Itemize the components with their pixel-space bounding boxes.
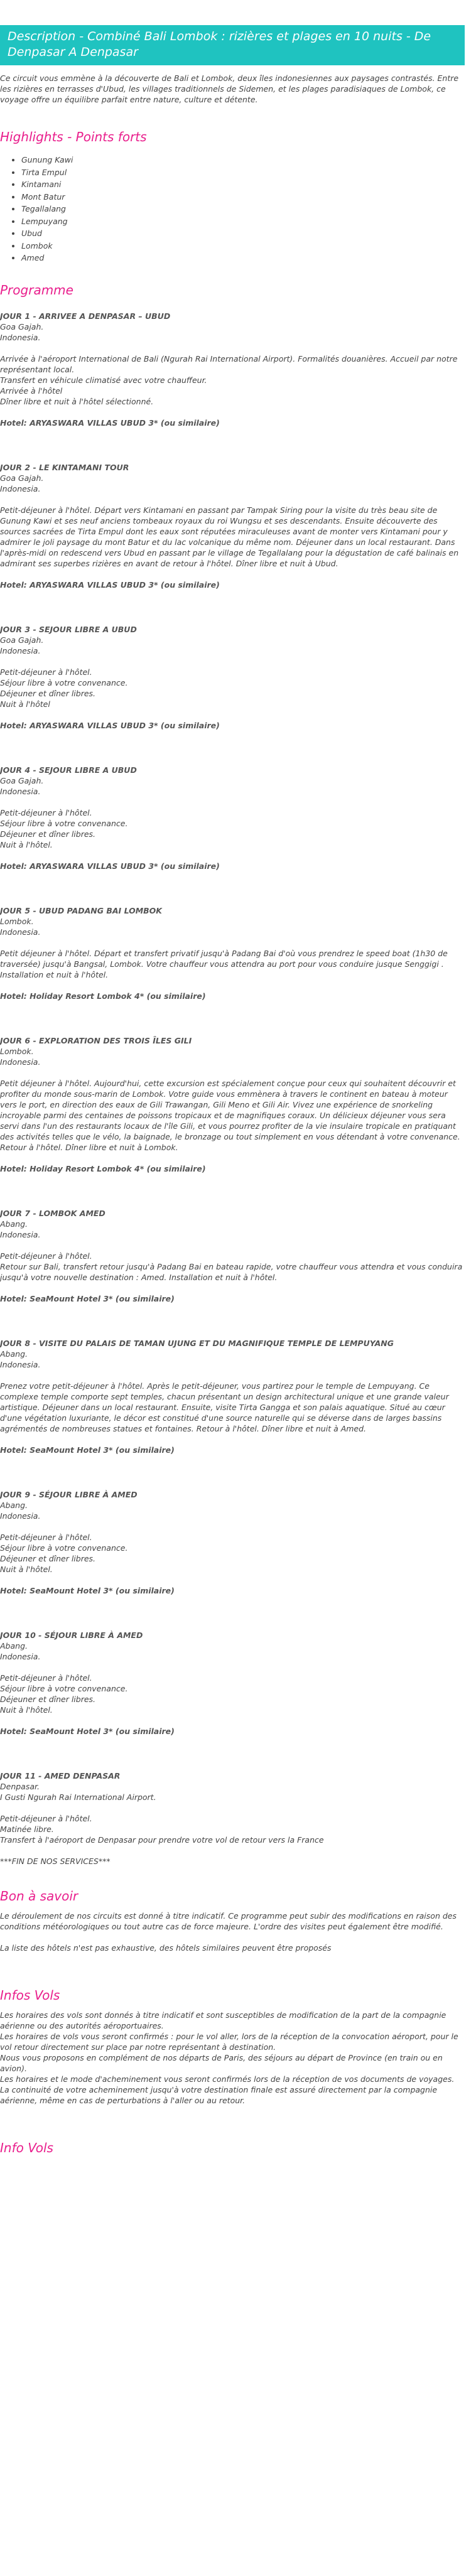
highlight-item: • Amed [21, 252, 465, 264]
day-description-line: Nuit à l'hôtel. [0, 1705, 53, 1715]
day-description [0, 948, 465, 980]
day-location: Indonesia. [0, 332, 41, 342]
day-description-line: Nuit à l'hôtel. [0, 839, 53, 849]
programme-day [0, 1035, 465, 1174]
day-location: Indonesia. [0, 645, 41, 655]
info-vols-heading: Info Vols [0, 2140, 53, 2155]
infos-vols-text [0, 2010, 465, 2106]
highlight-item: • Lombok [21, 240, 465, 252]
programme-day [0, 624, 465, 731]
day-location: Goa Gajah. [0, 635, 44, 645]
highlight-item: • Gunung Kawi [21, 154, 465, 166]
highlight-item: • Kintamani [21, 178, 465, 191]
day-description [0, 807, 465, 850]
programme-day [0, 311, 465, 428]
day-location: Goa Gajah. [0, 473, 44, 483]
programme-day [0, 1630, 465, 1737]
day-description-line: Séjour libre à votre convenance. [0, 818, 128, 828]
infos-vols-heading: Infos Vols [0, 1987, 60, 2003]
programme-day [0, 1489, 465, 1596]
day-location: Indonesia. [0, 1359, 41, 1369]
day-description-line: Déjeuner et dîner libres. [0, 688, 96, 698]
infos-vols-line: Les horaires et le mode d'acheminement vous seront confirmés lors de la réception de vos documents de voyages. [0, 2074, 455, 2084]
programme-day [0, 1338, 465, 1455]
day-title: JOUR 11 - AMED DENPASAR [0, 1770, 121, 1781]
day-hotel: Hotel: Holiday Resort Lombok 4* (ou similaire) [0, 991, 206, 1001]
day-location: Denpasar. [0, 1781, 40, 1791]
day-location: Abang. [0, 1641, 28, 1651]
day-description-line: Transfert en véhicule climatisé avec votre chauffeur. [0, 375, 207, 385]
day-title: JOUR 9 - SÉJOUR LIBRE À AMED [0, 1489, 138, 1499]
day-description [0, 1381, 465, 1434]
day-description-line: Petit-déjeuner à l'hôtel. [0, 1813, 92, 1823]
highlights-list [0, 154, 465, 264]
day-description-line: Petit déjeuner à l'hôtel. Aujourd'hui, cette excursion est spécialement conçue pour ceux qui souhaitent découvrir et profiter du monde sous-marin de Lombok. Votre guide vous emmènera à travers le continent en bateau à moteur vers le port, en direction des eaux de Gili Trawangan, Gili Meno et Gili Air. Vivez une expérience de snorkeling incroyable parmi des centaines de poissons tropicaux et de magnifiques coraux. Un délicieux déjeuner vous sera servi dans l'un des restaurants locaux de l'île Gili, et vous pourrez profiter de la vie insulaire tropicale en pratiquant des activités telles que le vélo, la baignade, le bronzage ou tout simplement en vous détendant à votre convenance. Retour à l'hôtel. Dîner libre et nuit à Lombok. [0, 1078, 460, 1152]
programme-day [0, 905, 465, 1001]
day-description-line: Petit-déjeuner à l'hôtel. [0, 667, 92, 677]
day-hotel: Hotel: SeaMount Hotel 3* (ou similaire) [0, 1293, 175, 1303]
day-title: JOUR 6 - EXPLORATION DES TROIS ÎLES GILI [0, 1035, 192, 1045]
programme-days [0, 311, 465, 1845]
day-description-line: Petit déjeuner à l'hôtel. Départ et transfert privatif jusqu'à Padang Bai d'où vous prendrez le speed boat (1h30 de traversée) jusqu'à Bangsal, Lombok. Votre chauffeur vous attendra au port pour vous conduire jusque Senggigi . Installation et nuit à l'hôtel. [0, 948, 448, 979]
infos-vols-line: Les horaires de vols vous seront confirmés : pour le vol aller, lors de la réception de la convocation aéroport, pour le vol retour directement sur place par notre représentant à destination. [0, 2031, 458, 2052]
day-hotel: Hotel: ARYASWARA VILLAS UBUD 3* (ou similaire) [0, 861, 220, 871]
day-description-line: Déjeuner et dîner libres. [0, 829, 96, 839]
day-description [0, 1078, 465, 1153]
day-title: JOUR 3 - SEJOUR LIBRE A UBUD [0, 624, 137, 634]
day-description [0, 505, 465, 569]
day-description-line: Arrivée à l'hôtel [0, 385, 63, 396]
highlight-item: • Ubud [21, 227, 465, 240]
highlights-heading: Highlights - Points forts [0, 129, 147, 144]
highlight-item: • Tegallalang [21, 203, 465, 215]
bon-a-savoir-heading: Bon à savoir [0, 1888, 78, 1904]
day-description-line: Transfert à l'aéroport de Denpasar pour prendre votre vol de retour vers la France [0, 1835, 324, 1845]
day-title: JOUR 5 - UBUD PADANG BAI LOMBOK [0, 905, 162, 915]
day-description [0, 667, 465, 709]
day-description [0, 1532, 465, 1575]
end-of-services: ***FIN DE NOS SERVICES*** [0, 1856, 111, 1866]
day-location: Abang. [0, 1219, 28, 1229]
day-description [0, 1813, 465, 1845]
day-description [0, 1251, 465, 1283]
day-hotel: Hotel: ARYASWARA VILLAS UBUD 3* (ou similaire) [0, 418, 220, 428]
infos-vols-line: La continuité de votre acheminement jusqu'à votre destination finale est assuré directement par la compagnie aérienne, même en cas de perturbations à l'aller ou au retour. [0, 2084, 438, 2105]
day-description-line: Déjeuner et dîner libres. [0, 1694, 96, 1704]
programme-day [0, 765, 465, 871]
day-location: Abang. [0, 1500, 28, 1510]
infos-vols-line: Les horaires des vols sont donnés à titre indicatif et sont susceptibles de modification de la part de la compagnie aérienne ou des autorités aéroportuaires. [0, 2010, 446, 2030]
day-description [0, 1673, 465, 1715]
day-location: Indonesia. [0, 1057, 41, 1067]
day-description-line: Séjour libre à votre convenance. [0, 1683, 128, 1693]
day-description-line: Petit-déjeuner à l'hôtel. [0, 1532, 92, 1542]
day-description-line: Séjour libre à votre convenance. [0, 1543, 128, 1553]
day-description-line: Nuit à l'hôtel [0, 699, 50, 709]
intro-paragraph: Ce circuit vous emmène à la découverte de Bali et Lombok, deux îles indonesiennes aux paysages contrastés. Entre les rizières en terrasses d'Ubud, les villages traditionnels de Sidemen, et les plages paradisiaques de Lombok, ce voyage offre un équilibre parfait entre nature, culture et détente. [0, 73, 459, 104]
day-location: Goa Gajah. [0, 321, 44, 331]
day-location: Abang. [0, 1349, 28, 1359]
day-description-line: Petit-déjeuner à l'hôtel. [0, 1251, 92, 1261]
day-description-line: Déjeuner et dîner libres. [0, 1553, 96, 1563]
day-hotel: Hotel: SeaMount Hotel 3* (ou similaire) [0, 1726, 175, 1736]
day-title: JOUR 1 - ARRIVEE A DENPASAR – UBUD [0, 311, 171, 321]
day-location: Indonesia. [0, 1229, 41, 1239]
day-location: Goa Gajah. [0, 775, 44, 785]
day-location: Lombok. [0, 916, 34, 926]
day-description-line: Matinée libre. [0, 1824, 54, 1834]
programme-day [0, 462, 465, 590]
day-description-line: Petit-déjeuner à l'hôtel. [0, 1673, 92, 1683]
day-title: JOUR 2 - LE KINTAMANI TOUR [0, 462, 129, 472]
programme-day [0, 1208, 465, 1304]
day-title: JOUR 8 - VISITE DU PALAIS DE TAMAN UJUNG ET DU MAGNIFIQUE TEMPLE DE LEMPUYANG [0, 1338, 394, 1348]
day-location: Indonesia. [0, 1511, 41, 1521]
day-description-line: Prenez votre petit-déjeuner à l'hôtel. Après le petit-déjeuner, vous partirez pour le temple de Lempuyang. Ce complexe temple comporte sept temples, chacun présentant un design architectural unique et une grande valeur artistique. Déjeuner dans un local restaurant. Ensuite, visite Tirta Gangga et son palais aquatique. Situé au cœur d'une végétation luxuriante, le décor est constitué d'une source naturelle qui se déverse dans de larges bassins agrémentés de nombreuses statues et fontaines. Retour à l'hôtel. Dîner libre et nuit à Amed. [0, 1381, 449, 1433]
highlight-item: • Lempuyang [21, 215, 465, 228]
day-title: JOUR 4 - SEJOUR LIBRE A UBUD [0, 765, 137, 775]
day-location: Indonesia. [0, 483, 41, 493]
day-hotel: Hotel: ARYASWARA VILLAS UBUD 3* (ou similaire) [0, 579, 220, 590]
day-hotel: Hotel: SeaMount Hotel 3* (ou similaire) [0, 1445, 175, 1455]
day-description-line: Retour sur Bali, transfert retour jusqu'à Padang Bai en bateau rapide, votre chauffeur vous attendra et vous conduira jusqu'à votre nouvelle destination : Amed. Installation et nuit à l'hôtel. [0, 1261, 463, 1282]
day-description-line: Dîner libre et nuit à l'hôtel sélectionné. [0, 396, 154, 406]
day-description-line: Séjour libre à votre convenance. [0, 677, 128, 687]
day-hotel: Hotel: Holiday Resort Lombok 4* (ou similaire) [0, 1163, 206, 1173]
programme-day [0, 1770, 465, 1845]
day-description-line: Nuit à l'hôtel. [0, 1564, 53, 1574]
bon-a-savoir-paragraph-2: La liste des hôtels n'est pas exhaustive, des hôtels similaires peuvent être proposés [0, 1943, 332, 1953]
day-location: I Gusti Ngurah Rai International Airport. [0, 1792, 156, 1802]
day-location: Indonesia. [0, 786, 41, 796]
day-location: Indonesia. [0, 1651, 41, 1661]
infos-vols-line: Nous vous proposons en complément de nos départs de Paris, des séjours au départ de Province (en train ou en avion). [0, 2052, 443, 2073]
day-location: Indonesia. [0, 927, 41, 937]
programme-heading: Programme [0, 282, 73, 298]
day-description-line: Arrivée à l'aéroport International de Bali (Ngurah Rai International Airport). Formalités douanières. Accueil par notre représentant local. [0, 353, 458, 374]
day-description [0, 353, 465, 407]
page-title: Description - Combiné Bali Lombok : rizières et plages en 10 nuits - De Denpasar A Denpasar [0, 25, 465, 65]
day-hotel: Hotel: ARYASWARA VILLAS UBUD 3* (ou similaire) [0, 720, 220, 730]
day-title: JOUR 7 - LOMBOK AMED [0, 1208, 105, 1218]
day-title: JOUR 10 - SÉJOUR LIBRE À AMED [0, 1630, 143, 1640]
bon-a-savoir-paragraph-1: Le déroulement de nos circuits est donné à titre indicatif. Ce programme peut subir des modifications en raison des conditions météorologiques ou tout autre cas de force majeure. L'ordre des visites peut également être modifié. [0, 1910, 457, 1931]
day-location: Lombok. [0, 1046, 34, 1056]
highlight-item: • Mont Batur [21, 191, 465, 203]
day-hotel: Hotel: SeaMount Hotel 3* (ou similaire) [0, 1585, 175, 1595]
day-description-line: Petit-déjeuner à l'hôtel. [0, 807, 92, 817]
highlight-item: • Tirta Empul [21, 166, 465, 179]
day-description-line: Petit-déjeuner à l'hôtel. Départ vers Kintamani en passant par Tampak Siring pour la visite du très beau site de Gunung Kawi et ses neuf anciens tombeaux royaux du roi Wungsu et ses descendants. Ensuite découverte des sources sacrées de Tirta Empul dont les eaux sont réputées miraculeuses avant de monter vers Kintamani pour y admirer le joli paysage du mont Batur et du lac volcanique du même nom. Déjeuner dans un local restaurant. Dans l'après-midi on redescend vers Ubud en passant par le village de Tegallalang pour la dégustation de café balinais en admirant ses superbes rizières en avant de retour à l'hôtel. Dîner libre et nuit à Ubud. [0, 505, 459, 568]
